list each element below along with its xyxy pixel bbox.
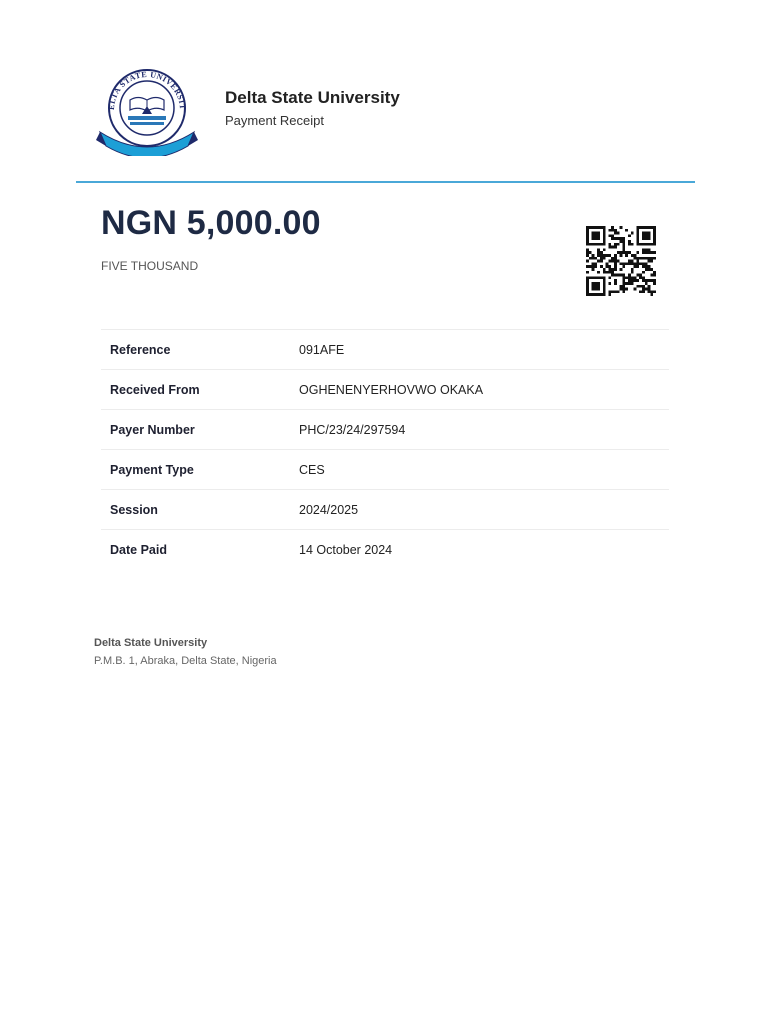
detail-value-received-from: OGHENENYERHOVWO OKAKA [290,370,669,410]
header-doc-type: Payment Receipt [225,113,324,128]
detail-value-payer-number: PHC/23/24/297594 [290,410,669,450]
detail-label-received-from: Received From [101,370,290,410]
payment-details-table [101,329,669,569]
header-org-name: Delta State University [225,88,400,107]
detail-label-date-paid: Date Paid [101,530,290,570]
detail-label-payment-type: Payment Type [101,450,290,490]
footer-org-name: Delta State University [94,637,208,649]
table-row [101,530,669,570]
table-row [101,330,669,370]
header-divider [76,181,695,183]
amount-value: NGN 5,000.00 [101,204,321,242]
qr-code-icon [584,226,658,296]
svg-text:DELTA STATE UNIVERSITY: ELTA STATE UNIVERSIT [106,69,188,111]
table-row [101,410,669,450]
detail-value-session: 2024/2025 [290,490,669,530]
amount-in-words: FIVE THOUSAND [101,259,199,273]
detail-value-date-paid: 14 October 2024 [290,530,669,570]
table-row [101,450,669,490]
detail-label-reference: Reference [101,330,290,370]
table-row [101,370,669,410]
university-logo [96,66,198,156]
detail-label-payer-number: Payer Number [101,410,290,450]
footer-address: P.M.B. 1, Abraka, Delta State, Nigeria [94,655,277,667]
detail-value-payment-type: CES [290,450,669,490]
table-row [101,490,669,530]
detail-label-session: Session [101,490,290,530]
detail-value-reference: 091AFE [290,330,669,370]
